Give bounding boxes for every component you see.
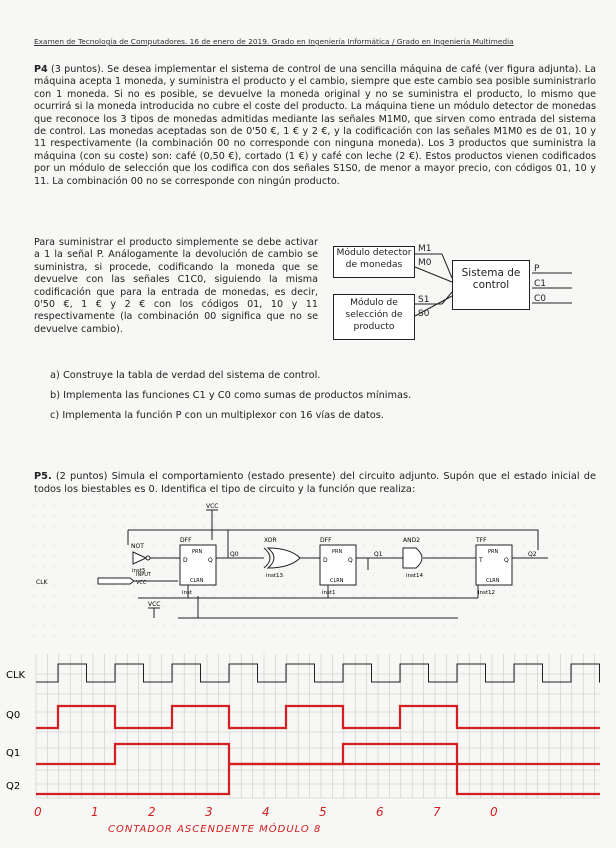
exam-header: Examen de Tecnología de Computadores. 16 de enero de 2019. Grado en Ingeniería Informática / Grado en Ingeniería Multimedia — [34, 37, 514, 46]
svg-text:TFF: TFF — [476, 537, 487, 544]
svg-text:CLRN: CLRN — [190, 578, 204, 584]
p4-left-text: Para suministrar el producto simplemente se debe activar a 1 la señal P. Análogamente la devolución de cambio se suministra, si procede, codificando la moneda que se devuelve con las señales C1C0, siguiendo la misma codificación que para la entrada de monedas, es decir, 0'50 €, 1 € y 2 € con los códigos 01, 10 y 11 respectivamente (la combinación 00 significa que no se devuelve cambio). — [34, 237, 318, 335]
count-labels — [34, 805, 498, 819]
svg-text:CLRN: CLRN — [486, 578, 500, 584]
svg-text:inst14: inst14 — [406, 573, 424, 579]
svg-text:inst13: inst13 — [266, 573, 284, 579]
product-selector-module: Módulo de selección de producto — [333, 294, 415, 340]
svg-text:D: D — [183, 557, 188, 564]
p4-label: P4 — [34, 64, 48, 75]
signal-p: P — [534, 264, 540, 274]
svg-text:T: T — [479, 557, 483, 564]
p5-points: (2 puntos) — [55, 471, 108, 482]
svg-text:DFF: DFF — [320, 537, 332, 544]
signal-s1: S1 — [418, 295, 430, 305]
clk-wave-label: CLK — [6, 670, 26, 681]
q2-wave-label: Q2 — [6, 781, 21, 792]
svg-text:Q: Q — [208, 557, 213, 564]
svg-text:PRN: PRN — [192, 549, 203, 555]
svg-text:inst12: inst12 — [478, 590, 496, 596]
count-label: 0 — [34, 805, 42, 819]
question-c: c) Implementa la función P con un multiplexor con 16 vías de datos. — [50, 410, 384, 421]
svg-text:inst1: inst1 — [322, 590, 336, 596]
svg-text:VCC: VCC — [136, 580, 147, 586]
problem-5-statement — [34, 470, 596, 496]
svg-text:VCC: VCC — [148, 601, 161, 608]
problem-4-statement — [34, 64, 596, 188]
q2-waveform — [36, 764, 600, 794]
count-label: 0 — [490, 805, 498, 819]
count-label: 5 — [319, 805, 327, 819]
svg-text:CLRN: CLRN — [330, 578, 344, 584]
question-b: b) Implementa las funciones C1 y C0 como sumas de productos mínimas. — [50, 390, 412, 401]
svg-text:DFF: DFF — [180, 537, 192, 544]
count-label: 1 — [91, 805, 99, 819]
count-label: 7 — [433, 805, 441, 819]
svg-text:CLK: CLK — [36, 579, 48, 586]
q1-wave-label: Q1 — [6, 748, 21, 759]
svg-text:AND2: AND2 — [403, 537, 421, 544]
svg-text:Q: Q — [348, 557, 353, 564]
signal-m0: M0 — [418, 258, 432, 268]
svg-text:Q0: Q0 — [230, 551, 239, 558]
count-label: 2 — [148, 805, 156, 819]
svg-text:PRN: PRN — [332, 549, 343, 555]
svg-text:INPUT: INPUT — [136, 572, 151, 578]
timing-diagram — [0, 648, 616, 848]
clk-waveform — [36, 664, 600, 682]
answer-annotation: CONTADOR ASCENDENTE MÓDULO 8 — [108, 824, 322, 835]
q0-waveform — [36, 706, 600, 728]
svg-text:Q1: Q1 — [374, 551, 383, 558]
p5-text: Simula el comportamiento (estado presente) del circuito adjunto. Supón que el estado inicial de todos los biestables es 0. Identifica el tipo de circuito y la función que realiza: — [34, 471, 597, 495]
count-label: 3 — [205, 805, 213, 819]
svg-text:PRN: PRN — [488, 549, 499, 555]
signal-m1: M1 — [418, 244, 432, 254]
question-a: a) Construye la tabla de verdad del sistema de control. — [50, 370, 321, 381]
count-label: 4 — [262, 805, 270, 819]
control-system-block: Sistema de control — [452, 260, 530, 310]
p5-label: P5. — [34, 471, 52, 482]
counter-circuit-schematic — [28, 500, 588, 638]
p4-text: Se desea implementar el sistema de control de una sencilla máquina de café (ver figura adjunta). La máquina acepta 1 moneda, y suministra el producto y el cambio, siempre que este cambio sea posible suministrarlo con 1 moneda. Si no es posible, se devuelve la moneda original y no se suministra el producto, lo mismo que ocurrirá si la moneda introducida no cubre el coste del producto. La máquina tiene un módulo detector de monedas que reconoce los 3 tipos de monedas admitidas mediante las señales M1M0, que sirven como entrada del sistema de control. Las monedas aceptadas son de 0'50 €, 1 € y 2 €, y la codificación con las señales M1M0 es de 01, 10 y 11 respectivamente (la combinación 00 no corresponde con ninguna moneda). Los 3 productos que suministra la máquina (con su coste) son: café (0,50 €), cortado (1 €) y café con leche (2 €). Estos productos vienen codificados por un módulo de selección que los codifica con dos señales S1S0, de menor a mayor precio, con códigos 01, 10 y 11. La combinación 00 no se corresponde con ningún producto. — [34, 64, 597, 187]
timing-grid — [36, 654, 600, 798]
svg-text:Q2: Q2 — [528, 551, 537, 558]
coin-detector-module: Módulo detector de monedas — [333, 246, 415, 278]
svg-text:D: D — [323, 557, 328, 564]
svg-text:VCC: VCC — [206, 503, 219, 510]
p4-questions — [50, 366, 590, 426]
signal-s0: S0 — [418, 309, 430, 319]
svg-text:Q: Q — [504, 557, 509, 564]
svg-text:inst5: inst5 — [132, 568, 146, 574]
q0-wave-label: Q0 — [6, 710, 21, 721]
signal-c0: C0 — [534, 294, 547, 304]
p4-points: (3 puntos). — [51, 64, 104, 75]
q1-waveform — [36, 744, 600, 764]
svg-text:inst: inst — [182, 590, 193, 596]
count-label: 6 — [376, 805, 384, 819]
svg-text:XOR: XOR — [264, 537, 277, 544]
svg-text:NOT: NOT — [131, 543, 144, 550]
signal-c1: C1 — [534, 279, 547, 289]
